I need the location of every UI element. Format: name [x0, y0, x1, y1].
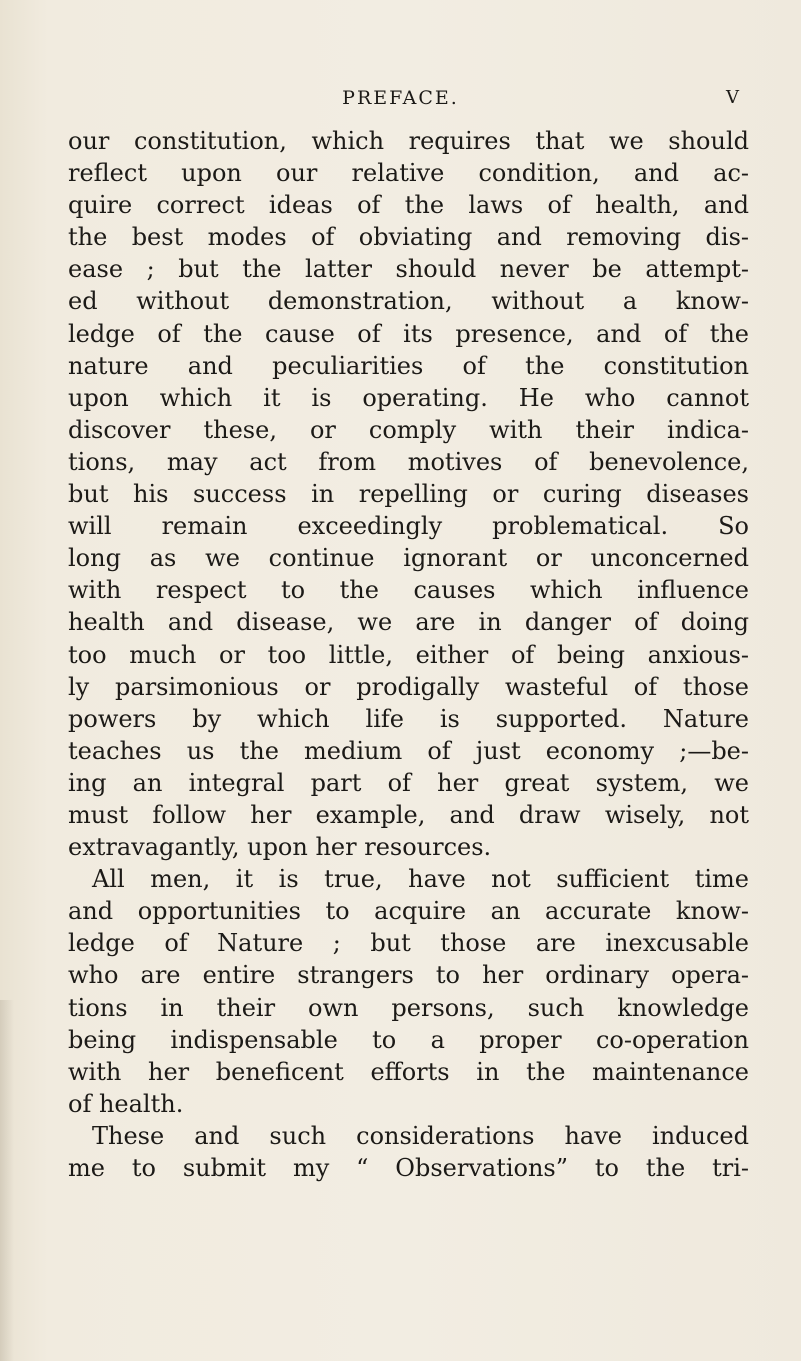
text-line: ease ; but the latter should never be attempt- [68, 255, 749, 284]
text-line: nature and peculiarities of the constitution [68, 351, 749, 380]
text-line: tions in their own persons, such knowledge [68, 993, 749, 1022]
text-line: teaches us the medium of just economy ;—be- [68, 736, 749, 765]
text-line: discover these, or comply with their indica- [68, 415, 749, 444]
running-title: PREFACE. [342, 87, 459, 109]
text-line: ledge of the cause of its presence, and of the [68, 319, 749, 348]
page-header [0, 86, 801, 110]
text-line: with her beneficent efforts in the maintenance [68, 1057, 749, 1086]
text-line: powers by which life is supported. Nature [68, 704, 749, 733]
text-line: and opportunities to acquire an accurate know- [68, 897, 749, 926]
text-line: ed without demonstration, without a know- [68, 287, 749, 316]
text-line: with respect to the causes which influence [68, 576, 749, 605]
text-line: me to submit my “ Observations” to the tri- [68, 1154, 749, 1182]
text-line: ing an integral part of her great system, we [68, 768, 749, 797]
text-line: reflect upon our relative condition, and ac- [68, 159, 749, 188]
text-line: upon which it is operating. He who cannot [68, 383, 749, 412]
text-line: our constitution, which requires that we should [68, 127, 749, 155]
page-edge-shadow [0, 1000, 14, 1361]
text-line: too much or too little, either of being anxious- [68, 640, 749, 669]
text-line: who are entire strangers to her ordinary opera- [68, 961, 749, 990]
page-number: V [726, 87, 739, 108]
text-line: ledge of Nature ; but those are inexcusable [68, 929, 749, 958]
text-line: of health. [68, 1089, 184, 1118]
text-line: but his success in repelling or curing diseases [68, 480, 749, 509]
text-line: long as we continue ignorant or unconcerned [68, 544, 749, 573]
text-line: quire correct ideas of the laws of health, and [68, 191, 749, 220]
paragraph-first-line: All men, it is true, have not sufficient time [92, 865, 749, 894]
text-line: being indispensable to a proper co-operation [68, 1025, 749, 1054]
body-text [68, 125, 749, 1184]
text-line: health and disease, we are in danger of doing [68, 608, 749, 637]
text-line: must follow her example, and draw wisely, not [68, 800, 749, 829]
text-line: tions, may act from motives of benevolence, [68, 447, 749, 476]
paragraph-first-line: These and such considerations have induced [92, 1121, 749, 1150]
text-line: ly parsimonious or prodigally wasteful of those [68, 672, 749, 701]
text-line: will remain exceedingly problematical. So [68, 512, 749, 541]
text-line: the best modes of obviating and removing dis- [68, 223, 749, 252]
text-line: extravagantly, upon her resources. [68, 833, 492, 862]
